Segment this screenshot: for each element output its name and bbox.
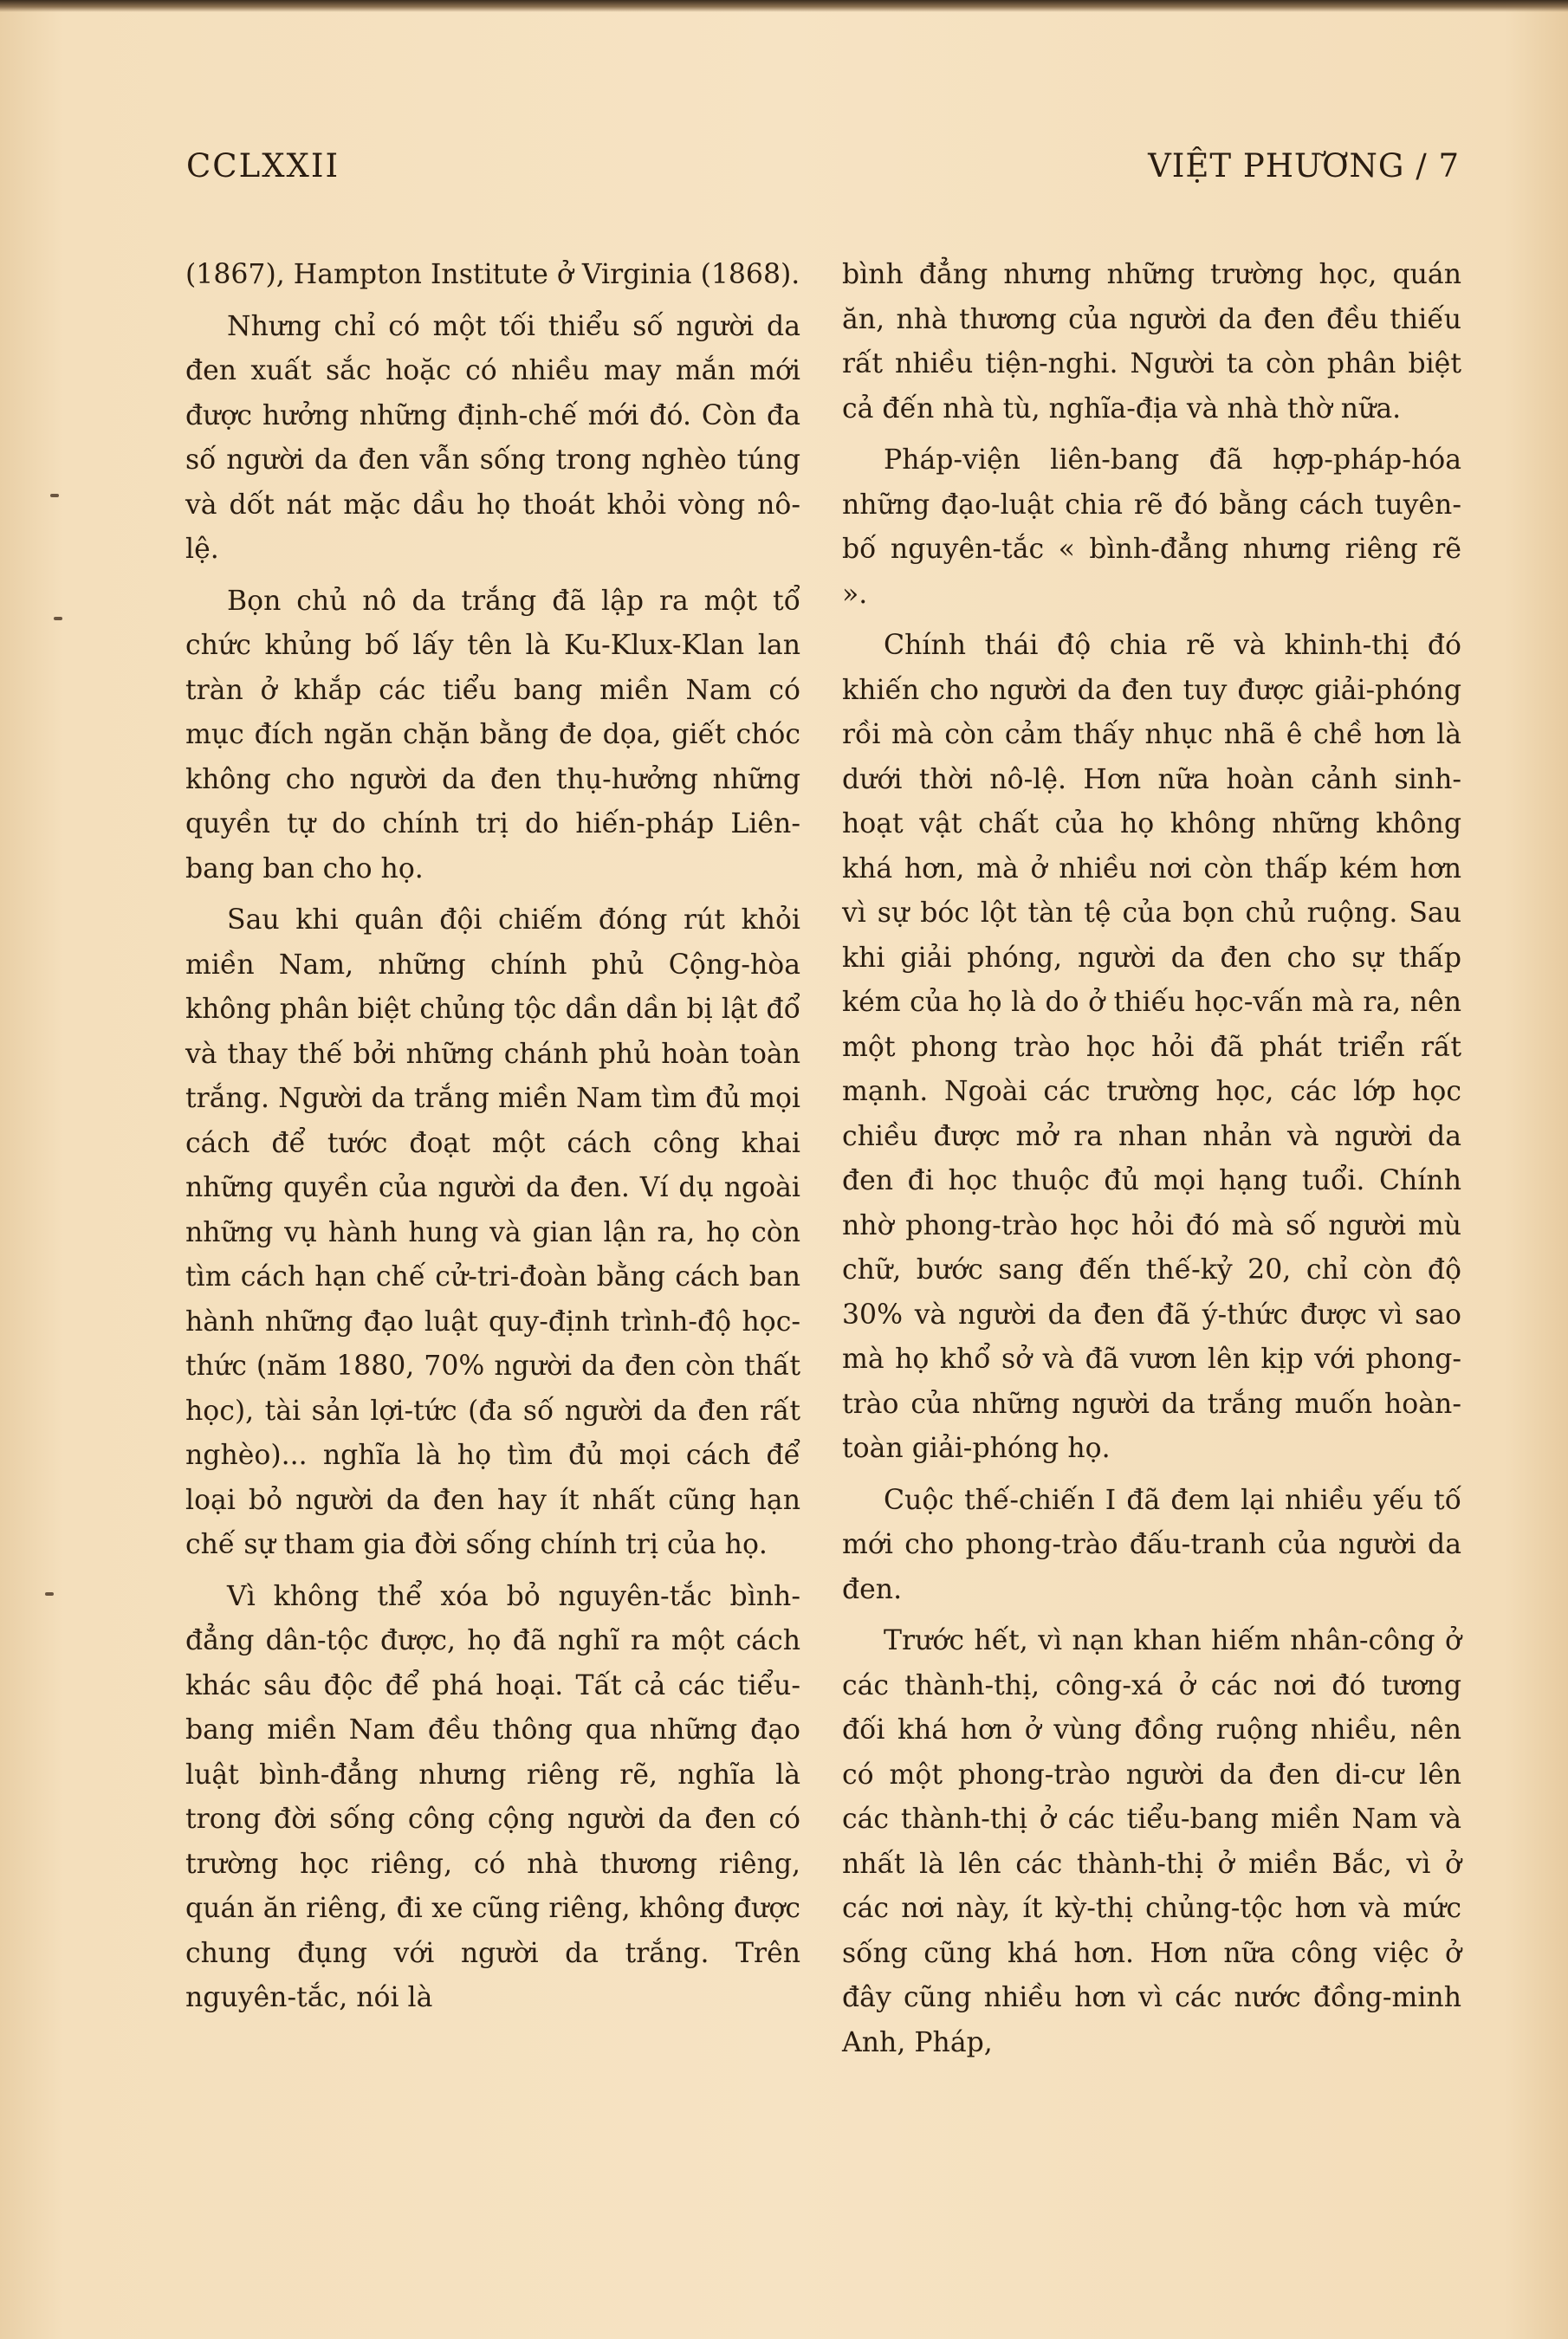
right-column	[842, 253, 1461, 2065]
paragraph: (1867), Hampton Institute ở Virginia (1868).	[185, 259, 800, 290]
margin-mark	[45, 1592, 54, 1596]
paragraph: Trước hết, vì nạn khan hiếm nhân-công ở các thành-thị, công-xá ở các nơi đó tương đối khá hơn ở vùng đồng ruộng nhiều, nên có một phong-trào người da đen di-cư lên các thành-thị ở các tiểu-bang miền Nam và nhất là lên các thành-thị ở miền Bắc, vì ở các nơi này, ít kỳ-thị chủng-tộc hơn và mức sống cũng khá hơn. Hơn nữa công việc ở đây cũng nhiều hơn vì các nước đồng-minh Anh, Pháp,	[842, 1625, 1461, 2058]
paragraph: Nhưng chỉ có một tối thiểu số người da đen xuất sắc hoặc có nhiều may mắn mới được hưởng những định-chế mới đó. Còn đa số người da đen vẫn sống trong nghèo túng và dốt nát mặc dầu họ thoát khỏi vòng nô-lệ.	[185, 310, 800, 565]
page-number-roman: CCLXXII	[186, 147, 340, 185]
page-top-edge	[0, 0, 1568, 12]
running-title: VIỆT PHƯƠNG / 7	[1148, 147, 1460, 185]
paragraph: Cuộc thế-chiến I đã đem lại nhiều yếu tố mới cho phong-trào đấu-tranh của người da đen.	[842, 1484, 1461, 1605]
left-column	[185, 253, 800, 2021]
paragraph: Bọn chủ nô da trắng đã lập ra một tổ chức khủng bố lấy tên là Ku-Klux-Klan lan tràn ở khắp các tiểu bang miền Nam có mục đích ngăn chặn bằng đe dọa, giết chóc không cho người da đen thụ-hưởng những quyền tự do chính trị do hiến-pháp Liên-bang ban cho họ.	[185, 585, 800, 884]
margin-mark	[50, 494, 59, 497]
margin-mark	[54, 617, 62, 620]
paragraph: bình đẳng nhưng những trường học, quán ăn, nhà thương của người da đen đều thiếu rất nhiều tiện-nghi. Người ta còn phân biệt cả đến nhà tù, nghĩa-địa và nhà thờ nữa.	[842, 259, 1461, 424]
paragraph: Sau khi quân đội chiếm đóng rút khỏi miền Nam, những chính phủ Cộng-hòa không phân biệt chủng tộc dần dần bị lật đổ và thay thế bởi những chánh phủ hoàn toàn trắng. Người da trắng miền Nam tìm đủ mọi cách để tước đoạt một cách công khai những quyền của người da đen. Ví dụ ngoài những vụ hành hung và gian lận ra, họ còn tìm cách hạn chế cử-tri-đoàn bằng cách ban hành những đạo luật quy-định trình-độ học-thức (năm 1880, 70% người da đen còn thất học), tài sản lợi-tức (đa số người da đen rất nghèo)... nghĩa là họ tìm đủ mọi cách để loại bỏ người da đen hay ít nhất cũng hạn chế sự tham gia đời sống chính trị của họ.	[185, 904, 800, 1560]
page-header	[186, 147, 1460, 199]
paragraph: Chính thái độ chia rẽ và khinh-thị đó khiến cho người da đen tuy được giải-phóng rồi mà còn cảm thấy nhục nhã ê chề hơn là dưới thời nô-lệ. Hơn nữa hoàn cảnh sinh-hoạt vật chất của họ không những không khá hơn, mà ở nhiều nơi còn thấp kém hơn vì sự bóc lột tàn tệ của bọn chủ ruộng. Sau khi giải phóng, người da đen cho sự thấp kém của họ là do ở thiếu học-vấn mà ra, nên một phong trào học hỏi đã phát triển rất mạnh. Ngoài các trường học, các lớp học chiều được mở ra nhan nhản và người da đen đi học thuộc đủ mọi hạng tuổi. Chính nhờ phong-trào học hỏi đó mà số người mù chữ, bước sang đến thế-kỷ 20, chỉ còn độ 30% và người da đen đã ý-thức được vì sao mà họ khổ sở và đã vươn lên kịp với phong-trào của những người da trắng muốn hoàn-toàn giải-phóng họ.	[842, 630, 1461, 1464]
paragraph: Pháp-viện liên-bang đã hợp-pháp-hóa những đạo-luật chia rẽ đó bằng cách tuyên-bố nguyên-tắc « bình-đẳng nhưng riêng rẽ ».	[842, 444, 1461, 610]
paragraph: Vì không thể xóa bỏ nguyên-tắc bình-đẳng dân-tộc được, họ đã nghĩ ra một cách khác sâu độc để phá hoại. Tất cả các tiểu-bang miền Nam đều thông qua những đạo luật bình-đẳng nhưng riêng rẽ, nghĩa là trong đời sống công cộng người da đen có trường học riêng, có nhà thương riêng, quán ăn riêng, đi xe cũng riêng, không được chung đụng với người da trắng. Trên nguyên-tắc, nói là	[185, 1580, 800, 2013]
